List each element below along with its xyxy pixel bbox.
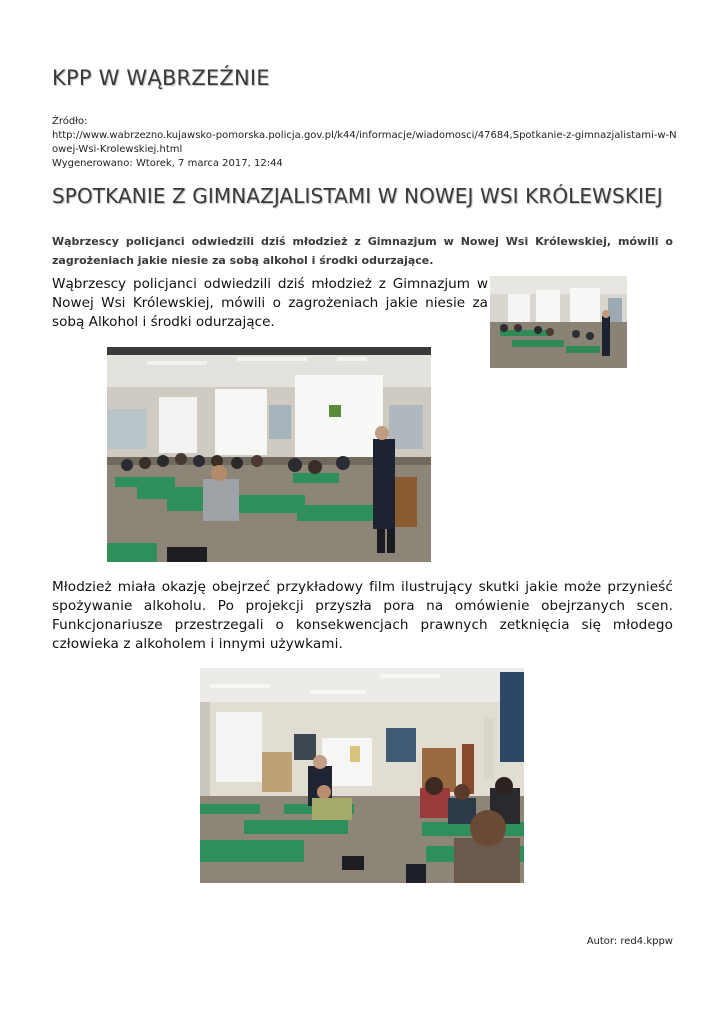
classroom-photo-1 xyxy=(107,347,431,562)
article-title: SPOTKANIE Z GIMNAZJALISTAMI W NOWEJ WSI KRÓLEWSKIEJ xyxy=(52,184,663,208)
article-paragraph-2: Młodzież miała okazję obejrzeć przykładowy film ilustrujący skutki jakie może przynieść spożywanie alkoholu. Po projekcji przyszła pora na omówienie obejrzanych scen. Funkcjonariusze przestrzegali o konsekwencjach prawnych zetknięcia się młodego człowieka z alkoholem i innymi używkami. xyxy=(52,579,673,652)
source-label: Źródło: xyxy=(52,116,88,127)
classroom-photo-2 xyxy=(200,668,524,883)
site-title: KPP W WĄBRZEŹNIE xyxy=(52,66,270,90)
article-paragraph-1: Wąbrzescy policjanci odwiedzili dziś młodzież z Gimnazjum w Nowej Wsi Królewskiej, mówili o zagrożeniach jakie niesie za sobą Alkohol i środki odurzające. xyxy=(52,276,488,330)
source-meta xyxy=(52,115,677,171)
classroom-photo-thumbnail xyxy=(490,276,627,368)
generated-date: Wygenerowano: Wtorek, 7 marca 2017, 12:44 xyxy=(52,158,283,169)
article-lead: Wąbrzescy policjanci odwiedzili dziś młodzież z Gimnazjum w Nowej Wsi Królewskiej, mówili o zagrożeniach jakie niesie za sobą alkohol i środki odurzające. xyxy=(52,235,673,267)
source-url[interactable]: http://www.wabrzezno.kujawsko-pomorska.policja.gov.pl/k44/informacje/wiadomosci/47684,Spotkanie-z-gimnazjalistami-w-Nowej-Wsi-Krolewskiej.html xyxy=(52,130,677,155)
author: Autor: red4.kppw xyxy=(586,936,673,947)
